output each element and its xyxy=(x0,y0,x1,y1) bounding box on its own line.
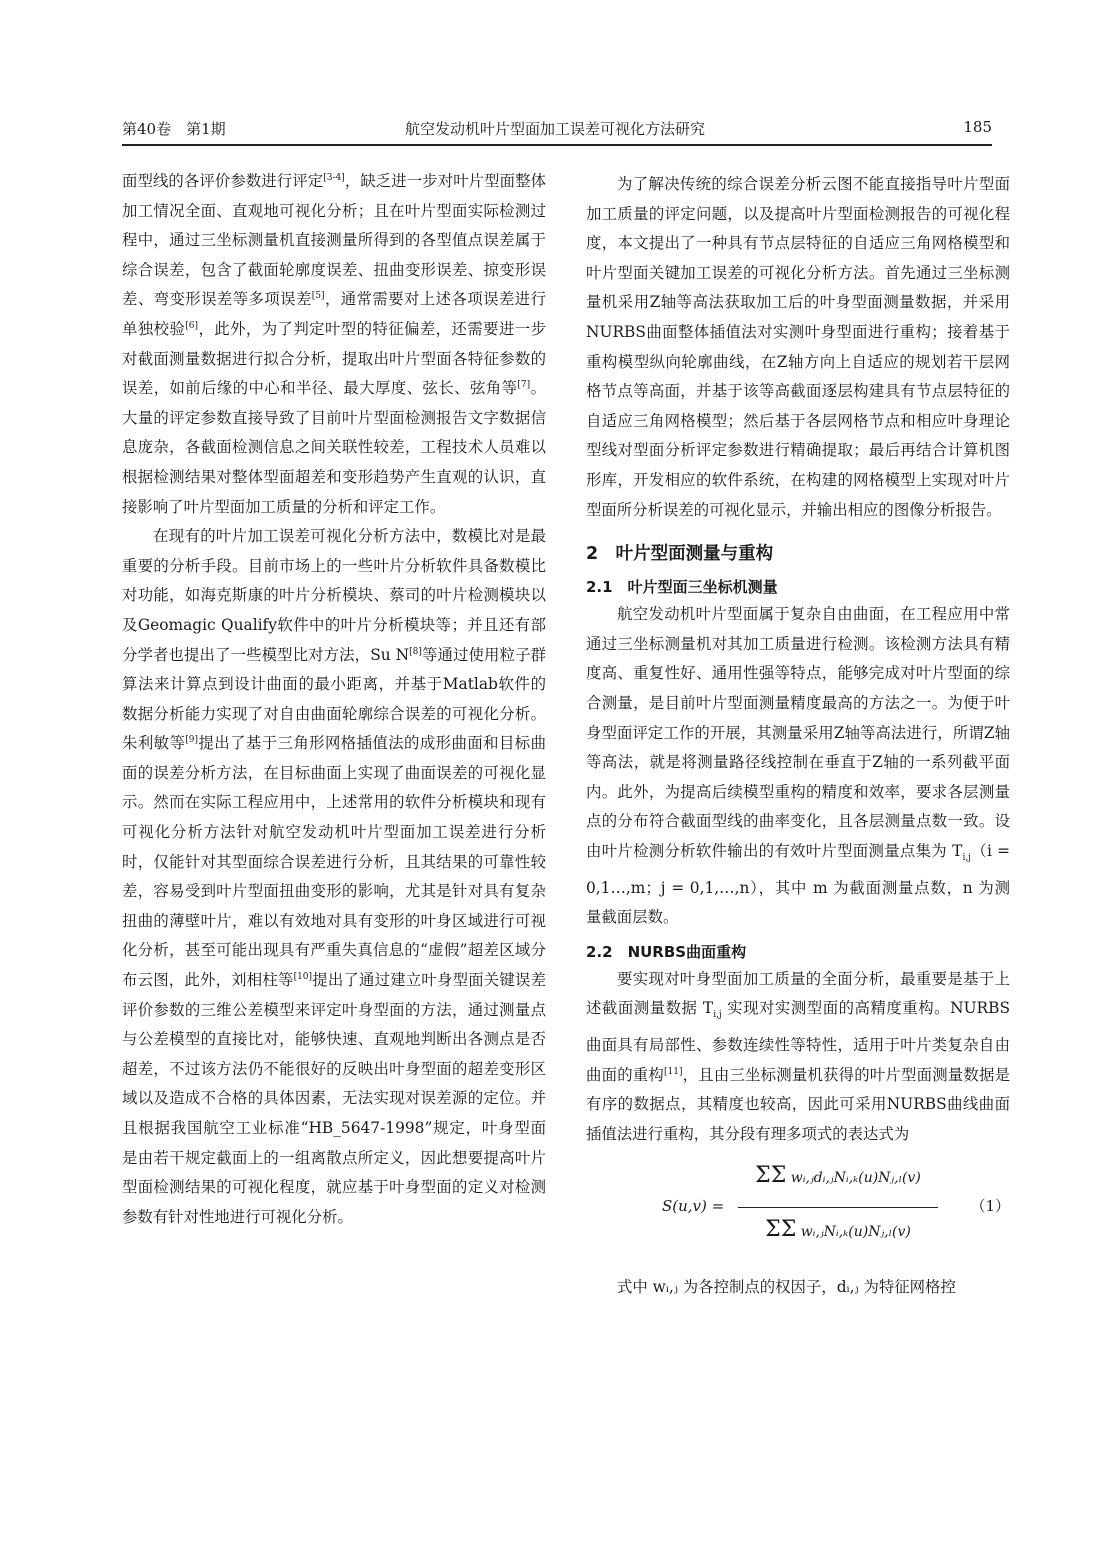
citation: [8] xyxy=(409,646,422,657)
volume-issue: 第40卷 第1期 xyxy=(122,120,226,138)
running-header xyxy=(122,116,992,146)
paragraph: 面型线的各评价参数进行评定[3-4]，缺乏进一步对叶片型面整体加工情况全面、直观地可视化分析；且在叶片型面实际检测过程中，通过三坐标测量机直接测量所得到的各型值点误差属于综合误差，包含了截面轮廓度误差、扭曲变形误差、掠变形误差、弯变形误差等多项误差[5]，通常需要对上述各项误差进行单独校验[6]，此外，为了判定叶型的特征偏差，还需要进一步对截面测量数据进行拟合分析，提取出叶片型面各特征参数的误差，如前后缘的中心和半径、最大厚度、弦长、弦角等[7]。大量的评定参数直接导致了目前叶片型面检测报告文字数据信息庞杂，各截面检测信息之间关联性较差，工程技术人员难以根据检测结果对整体型面超差和变形趋势产生直观的认识，直接影响了叶片型面加工质量的分析和评定工作。 xyxy=(122,172,546,516)
paragraph: 在现有的叶片加工误差可视化分析方法中，数模比对是最重要的分析手段。目前市场上的一些叶片分析软件具备数模比对功能，如海克斯康的叶片分析模块、蔡司的叶片检测模块以及Geomagic Qualify软件中的叶片分析模块等；并且还有部分学者也提出了一些模型比对方法，Su N[8]等通过使用粒子群算法来计算点到设计曲面的最小距离，并基于Matlab软件的数据分析能力实现了对自由曲面轮廓综合误差的可视化分析。朱利敏等[9]提出了基于三角形网格插值法的成形曲面和目标曲面的误差分析方法，在目标曲面上实现了曲面误差的可视化显示。然而在实际工程应用中，上述常用的软件分析模块和现有可视化分析方法针对航空发动机叶片型面加工误差进行分析时，仅能针对其型面综合误差进行分析，且其结果的可靠性较差，容易受到叶片型面扭曲变形的影响，尤其是针对具有复杂扭曲的薄壁叶片，难以有效地对具有变形的叶身区域进行可视化分析，甚至可能出现具有严重失真信息的“虚假”超差区域分布云图，此外，刘相柱等[10]提出了通过建立叶身型面关键误差评价参数的三维公差模型来评定叶身型面的方法，通过测量点与公差模型的直接比对，能够快速、直观地判断出各测点是否超差，不过该方法仍不能很好的反映出叶身型面的超差变形区域以及造成不合格的具体因素，无法实现对误差源的定位。并且根据我国航空工业标准“HB_5647-1998”规定，叶身型面是由若干规定截面上的一组离散点所定义，因此想要提高叶片型面检测结果的可视化程度，就应基于叶身型面的定义对检测参数有针对性地进行可视化分析。 xyxy=(122,527,546,1226)
citation: [9] xyxy=(185,735,199,746)
equation-denominator: ΣΣ wᵢ,ⱼNᵢ,ₖ(u)Nⱼ,ₗ(v) xyxy=(765,1217,911,1243)
equation-number: （1） xyxy=(970,1197,1010,1216)
left-column xyxy=(122,167,546,1232)
citation: [5] xyxy=(311,291,325,302)
citation: [7] xyxy=(517,380,531,391)
header-rule xyxy=(122,144,992,146)
subsection-heading: 2.2 NURBS曲面重构 xyxy=(586,942,747,961)
paragraph: 要实现对叶身型面加工质量的全面分析，最重要是基于上述截面测量数据 $T_{i,j}$ 实现对实测型面的高精度重构。NURBS曲面具有局部性、参数连续性等特性，适用于叶片类复杂自由曲面的重构[11]，且由三坐标测量机获得的叶片型面测量数据是有序的数据点，其精度也较高，因此可采用NURBS曲线曲面插值法进行重构，其分段有理多项式的表达式为 xyxy=(586,969,1010,1143)
citation: [11] xyxy=(663,1066,683,1077)
right-column xyxy=(586,170,1010,1303)
citation: [3-4] xyxy=(323,173,345,183)
section-heading: 2 叶片型面测量与重构 xyxy=(586,544,774,565)
citation: [6] xyxy=(185,320,199,331)
paragraph: 为了解决传统的综合误差分析云图不能直接指导叶片型面加工质量的评定问题，以及提高叶片型面检测报告的可视化程度，本文提出了一种具有节点层特征的自适应三角网格模型和叶片型面关键加工误差的可视化分析方法。首先通过三坐标测量机采用Z轴等高法获取加工后的叶身型面测量数据，并采用NURBS曲面整体插值法对实测叶身型面进行重构；接着基于重构模型纵向轮廓曲线，在Z轴方向上自适应的规划若干层网格节点等高面，并基于该等高截面逐层构建具有节点层特征的自适应三角网格模型；然后基于各层网格节点和相应叶身理论型线对型面分析评定参数进行精确提取；最后再结合计算机图形库，开发相应的软件系统，在构建的网格模型上实现对叶片型面所分析误差的可视化显示，并输出相应的图像分析报告。 xyxy=(586,175,1010,519)
subsection-heading: 2.1 叶片型面三坐标机测量 xyxy=(586,578,778,597)
citation: [10] xyxy=(293,972,313,983)
equation-numerator: ΣΣ wᵢ,ⱼdᵢ,ⱼNᵢ,ₖ(u)Nⱼ,ₗ(v) xyxy=(755,1163,921,1189)
equation-fraction xyxy=(738,1157,938,1265)
paragraph: 式中 wᵢ,ⱼ 为各控制点的权因子，dᵢ,ⱼ 为特征网格控 xyxy=(617,1278,956,1297)
equation-lhs: S(u,v) = xyxy=(662,1197,725,1216)
equation xyxy=(586,1157,1010,1265)
running-title: 航空发动机叶片型面加工误差可视化方法研究 xyxy=(405,120,706,138)
page-number: 185 xyxy=(963,118,992,136)
paragraph: 航空发动机叶片型面属于复杂自由曲面，在工程应用中常通过三坐标测量机对其加工质量进行检测。该检测方法具有精度高、重复性好、通用性强等特点，能够完成对叶片型面的综合测量，是目前叶片型面测量精度最高的方法之一。为便于叶身型面评定工作的开展，其测量采用Z轴等高法进行，所谓Z轴等高法，就是将测量路径线控制在垂直于Z轴的一系列截平面内。此外，为提高后续模型重构的精度和效率，要求各层测量点的分布符合截面型线的曲率变化，且各层测量点数一致。设由叶片检测分析软件输出的有效叶片型面测量点集为 $T_{i,j}(i$ = 0,1…,m；j = 0,1,…,n），其中 m 为截面测量点数，n 为测量截面层数。 xyxy=(586,605,1010,927)
